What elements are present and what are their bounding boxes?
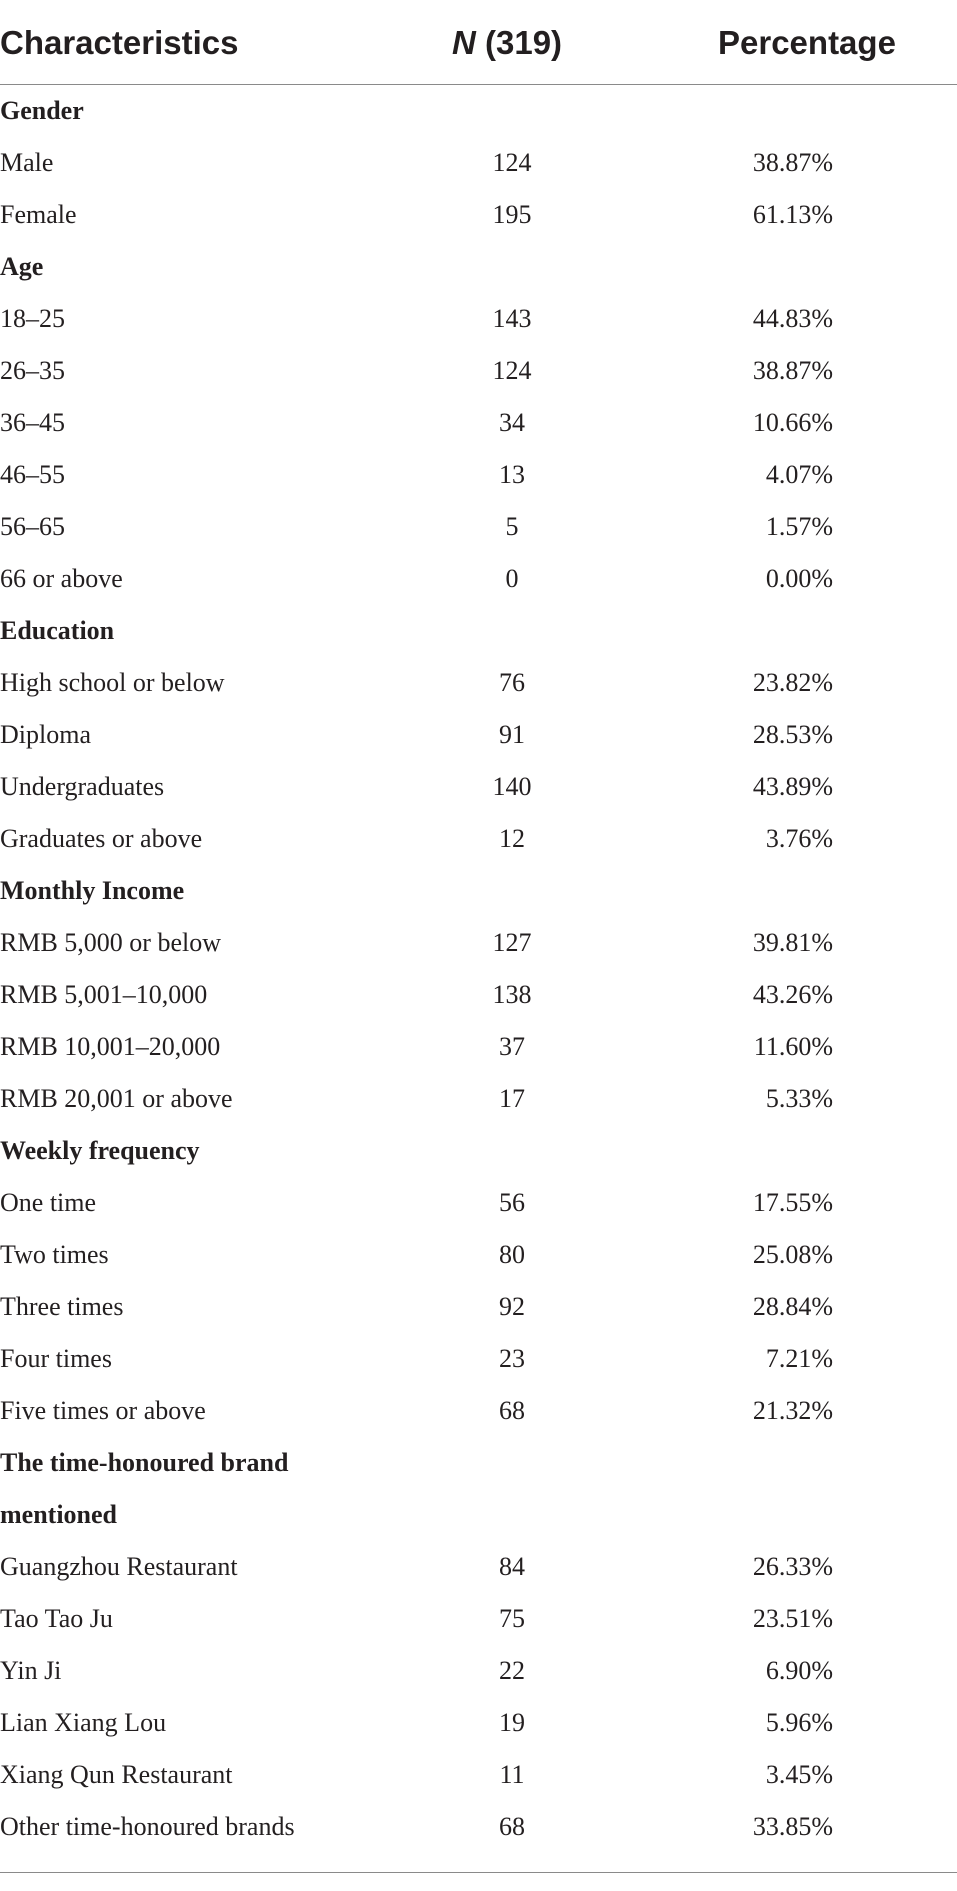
section-heading: Weekly frequency [0, 1136, 200, 1165]
table-row [0, 1281, 957, 1333]
table-row [0, 1177, 957, 1229]
row-label: Two times [0, 1240, 109, 1269]
table-row [0, 449, 957, 501]
table-row [0, 1645, 957, 1697]
table-row [0, 1229, 957, 1281]
row-label: 66 or above [0, 564, 123, 593]
table-row [0, 709, 957, 761]
row-label: 56–65 [0, 512, 65, 541]
row-count: 80 [499, 1240, 525, 1269]
table-row [0, 553, 957, 605]
row-percentage: 0.00% [765, 564, 833, 593]
row-count: 34 [499, 408, 525, 437]
row-percentage: 25.08% [752, 1240, 833, 1269]
row-percentage: 21.32% [752, 1396, 833, 1425]
row-percentage: 23.51% [752, 1604, 833, 1633]
header-characteristics: Characteristics [0, 24, 239, 61]
row-count: 143 [492, 304, 532, 333]
table-row [0, 1333, 957, 1385]
row-count: 37 [499, 1032, 525, 1061]
section-heading: Gender [0, 96, 84, 125]
row-count: 68 [499, 1812, 525, 1841]
table-row [0, 1541, 957, 1593]
table-row [0, 1073, 957, 1125]
row-label: RMB 10,001–20,000 [0, 1032, 221, 1061]
row-label: 18–25 [0, 304, 65, 333]
row-label: Male [0, 148, 54, 177]
section-heading: Education [0, 616, 115, 645]
row-count: 195 [492, 200, 532, 229]
table-row [0, 345, 957, 397]
table-row [0, 137, 957, 189]
row-percentage: 6.90% [765, 1656, 833, 1685]
row-percentage: 7.21% [765, 1344, 833, 1373]
row-count: 11 [499, 1760, 525, 1789]
table-row [0, 969, 957, 1021]
row-count: 76 [499, 668, 525, 697]
row-count: 12 [499, 824, 525, 853]
header-n [452, 24, 562, 62]
row-percentage: 17.55% [752, 1188, 833, 1217]
table-row [0, 813, 957, 865]
bottom-rule [0, 1872, 957, 1873]
row-label: Other time-honoured brands [0, 1812, 295, 1841]
row-percentage: 3.76% [765, 824, 833, 853]
section-heading: Monthly Income [0, 876, 185, 905]
row-percentage: 38.87% [752, 148, 833, 177]
row-label: Graduates or above [0, 824, 203, 853]
row-percentage: 26.33% [752, 1552, 833, 1581]
row-count: 91 [499, 720, 525, 749]
table-header [0, 0, 957, 85]
row-count: 68 [499, 1396, 525, 1425]
row-count: 75 [499, 1604, 525, 1633]
row-label: Undergraduates [0, 772, 165, 801]
row-count: 138 [492, 980, 532, 1009]
row-percentage: 1.57% [765, 512, 833, 541]
row-percentage: 10.66% [752, 408, 833, 437]
section-heading-row [0, 865, 957, 917]
row-label: 26–35 [0, 356, 65, 385]
row-percentage: 39.81% [752, 928, 833, 957]
table-row [0, 189, 957, 241]
table-row [0, 761, 957, 813]
row-label: 46–55 [0, 460, 65, 489]
row-count: 19 [499, 1708, 525, 1737]
row-label: Guangzhou Restaurant [0, 1552, 238, 1581]
row-percentage: 3.45% [765, 1760, 833, 1789]
header-percentage: Percentage [718, 24, 896, 61]
table-row [0, 917, 957, 969]
row-label: High school or below [0, 668, 225, 697]
row-count: 124 [492, 148, 532, 177]
row-percentage: 11.60% [753, 1032, 833, 1061]
table-row [0, 501, 957, 553]
row-label: Female [0, 200, 77, 229]
row-count: 92 [499, 1292, 525, 1321]
table-row [0, 1749, 957, 1801]
section-heading-row [0, 1489, 957, 1541]
row-count: 140 [492, 772, 532, 801]
row-label: Lian Xiang Lou [0, 1708, 167, 1737]
row-count: 0 [505, 564, 519, 593]
section-heading: mentioned [0, 1500, 117, 1529]
row-label: RMB 5,001–10,000 [0, 980, 208, 1009]
table-row [0, 1697, 957, 1749]
table-row [0, 1593, 957, 1645]
row-count: 23 [499, 1344, 525, 1373]
row-percentage: 28.84% [752, 1292, 833, 1321]
section-heading-row [0, 1125, 957, 1177]
table-row [0, 657, 957, 709]
section-heading-row [0, 605, 957, 657]
header-n-symbol: N [452, 24, 476, 61]
table-row [0, 1021, 957, 1073]
row-percentage: 43.89% [752, 772, 833, 801]
row-label: RMB 5,000 or below [0, 928, 221, 957]
row-percentage: 43.26% [752, 980, 833, 1009]
table-row [0, 293, 957, 345]
table-body [0, 85, 957, 1853]
row-count: 124 [492, 356, 532, 385]
row-count: 56 [499, 1188, 525, 1217]
row-label: Yin Ji [0, 1656, 62, 1685]
row-count: 17 [499, 1084, 525, 1113]
row-percentage: 5.96% [765, 1708, 833, 1737]
header-n-count: (319) [475, 24, 563, 61]
row-count: 84 [499, 1552, 525, 1581]
row-count: 13 [499, 460, 525, 489]
row-label: RMB 20,001 or above [0, 1084, 233, 1113]
table-row [0, 397, 957, 449]
row-count: 5 [505, 512, 519, 541]
row-percentage: 33.85% [752, 1812, 833, 1841]
section-heading-row [0, 1437, 957, 1489]
row-label: Xiang Qun Restaurant [0, 1760, 233, 1789]
row-label: Four times [0, 1344, 112, 1373]
row-percentage: 4.07% [765, 460, 833, 489]
row-label: Five times or above [0, 1396, 206, 1425]
row-label: Tao Tao Ju [0, 1604, 113, 1633]
section-heading: The time-honoured brand [0, 1448, 289, 1477]
row-label: 36–45 [0, 408, 65, 437]
row-percentage: 23.82% [752, 668, 833, 697]
row-label: Diploma [0, 720, 91, 749]
row-percentage: 28.53% [752, 720, 833, 749]
row-percentage: 38.87% [752, 356, 833, 385]
section-heading-row [0, 85, 957, 137]
row-count: 22 [499, 1656, 525, 1685]
section-heading-row [0, 241, 957, 293]
row-label: Three times [0, 1292, 124, 1321]
row-count: 127 [492, 928, 532, 957]
section-heading: Age [0, 252, 44, 281]
row-percentage: 5.33% [765, 1084, 833, 1113]
row-percentage: 61.13% [752, 200, 833, 229]
row-label: One time [0, 1188, 97, 1217]
table-row [0, 1385, 957, 1437]
row-percentage: 44.83% [752, 304, 833, 333]
table-row [0, 1801, 957, 1853]
